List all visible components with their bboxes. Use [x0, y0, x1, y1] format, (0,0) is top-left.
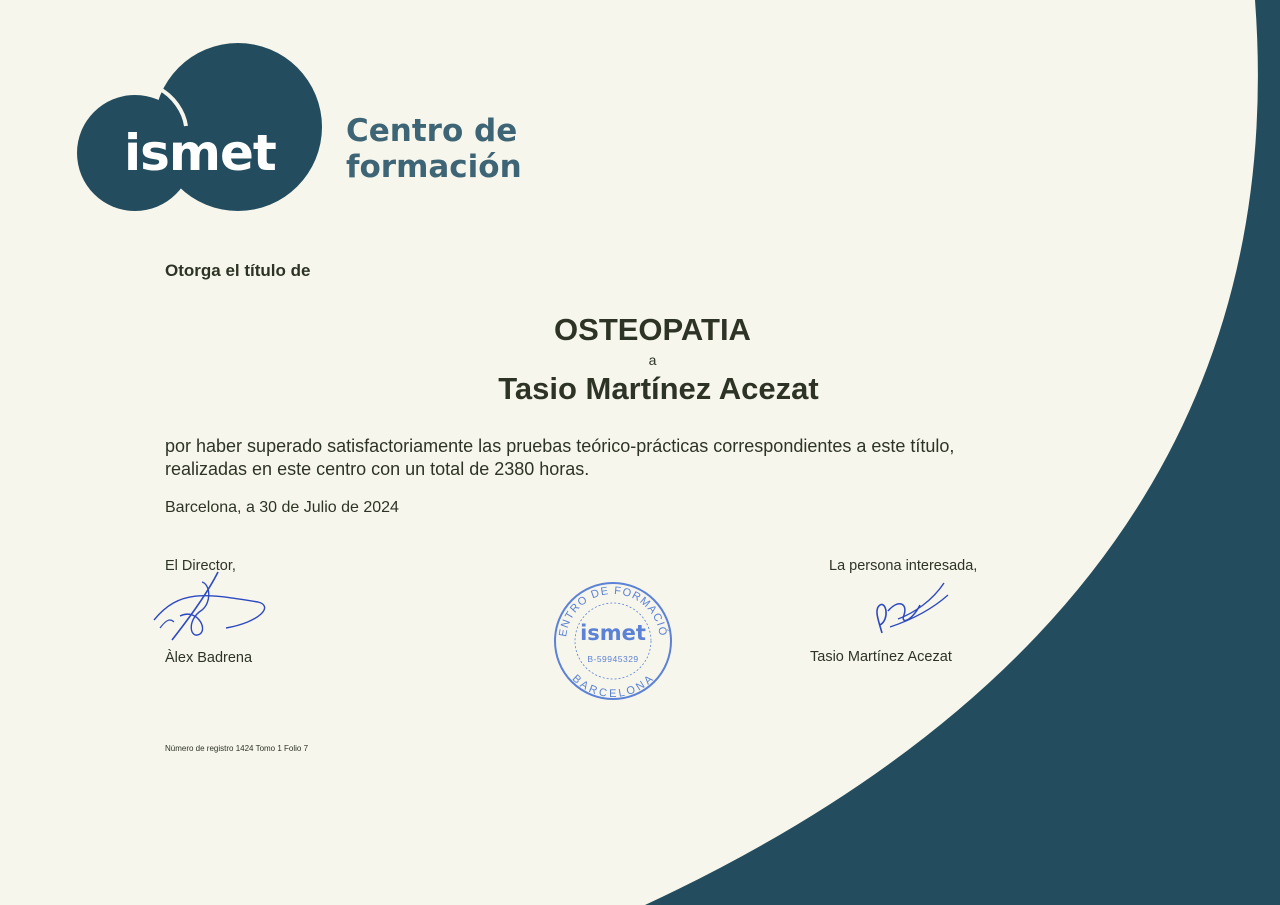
director-label: El Director, [165, 558, 236, 574]
stamp-ring-top: ENTRO DE FORMACIÓ [557, 584, 669, 638]
registry-number: Número de registro 1424 Tomo 1 Folio 7 [165, 744, 309, 753]
stamp-code: B-59945329 [587, 654, 639, 664]
place-date: Barcelona, a 30 de Julio de 2024 [165, 499, 399, 516]
director-name: Àlex Badrena [165, 650, 253, 666]
logo-subtitle-line2: formación [346, 149, 522, 185]
logo-wordmark: ismet [124, 124, 276, 182]
body-line-2: realizadas en este centro con un total de 2380 horas. [165, 459, 590, 479]
recipient-name: Tasio Martínez Acezat [498, 371, 819, 406]
connector-text: a [648, 352, 657, 368]
holder-name: Tasio Martínez Acezat [810, 649, 952, 665]
holder-signature [868, 575, 953, 640]
stamp-brand: ismet [580, 621, 646, 645]
director-signature [150, 568, 275, 643]
institution-stamp [552, 580, 674, 702]
body-line-1: por haber superado satisfactoriamente las pruebas teórico-prácticas correspondientes a este título, [165, 436, 955, 456]
logo-subtitle-line1: Centro de [346, 113, 518, 149]
svg-text:BARCELONA [570, 673, 657, 700]
certificate-body [165, 435, 954, 481]
stamp-ring-bottom: BARCELONA [569, 672, 657, 701]
degree-title: OSTEOPATIA [554, 312, 751, 347]
certificate-intro: Otorga el título de [165, 261, 311, 280]
logo-subtitle [346, 113, 522, 185]
holder-label: La persona interesada, [829, 558, 978, 574]
